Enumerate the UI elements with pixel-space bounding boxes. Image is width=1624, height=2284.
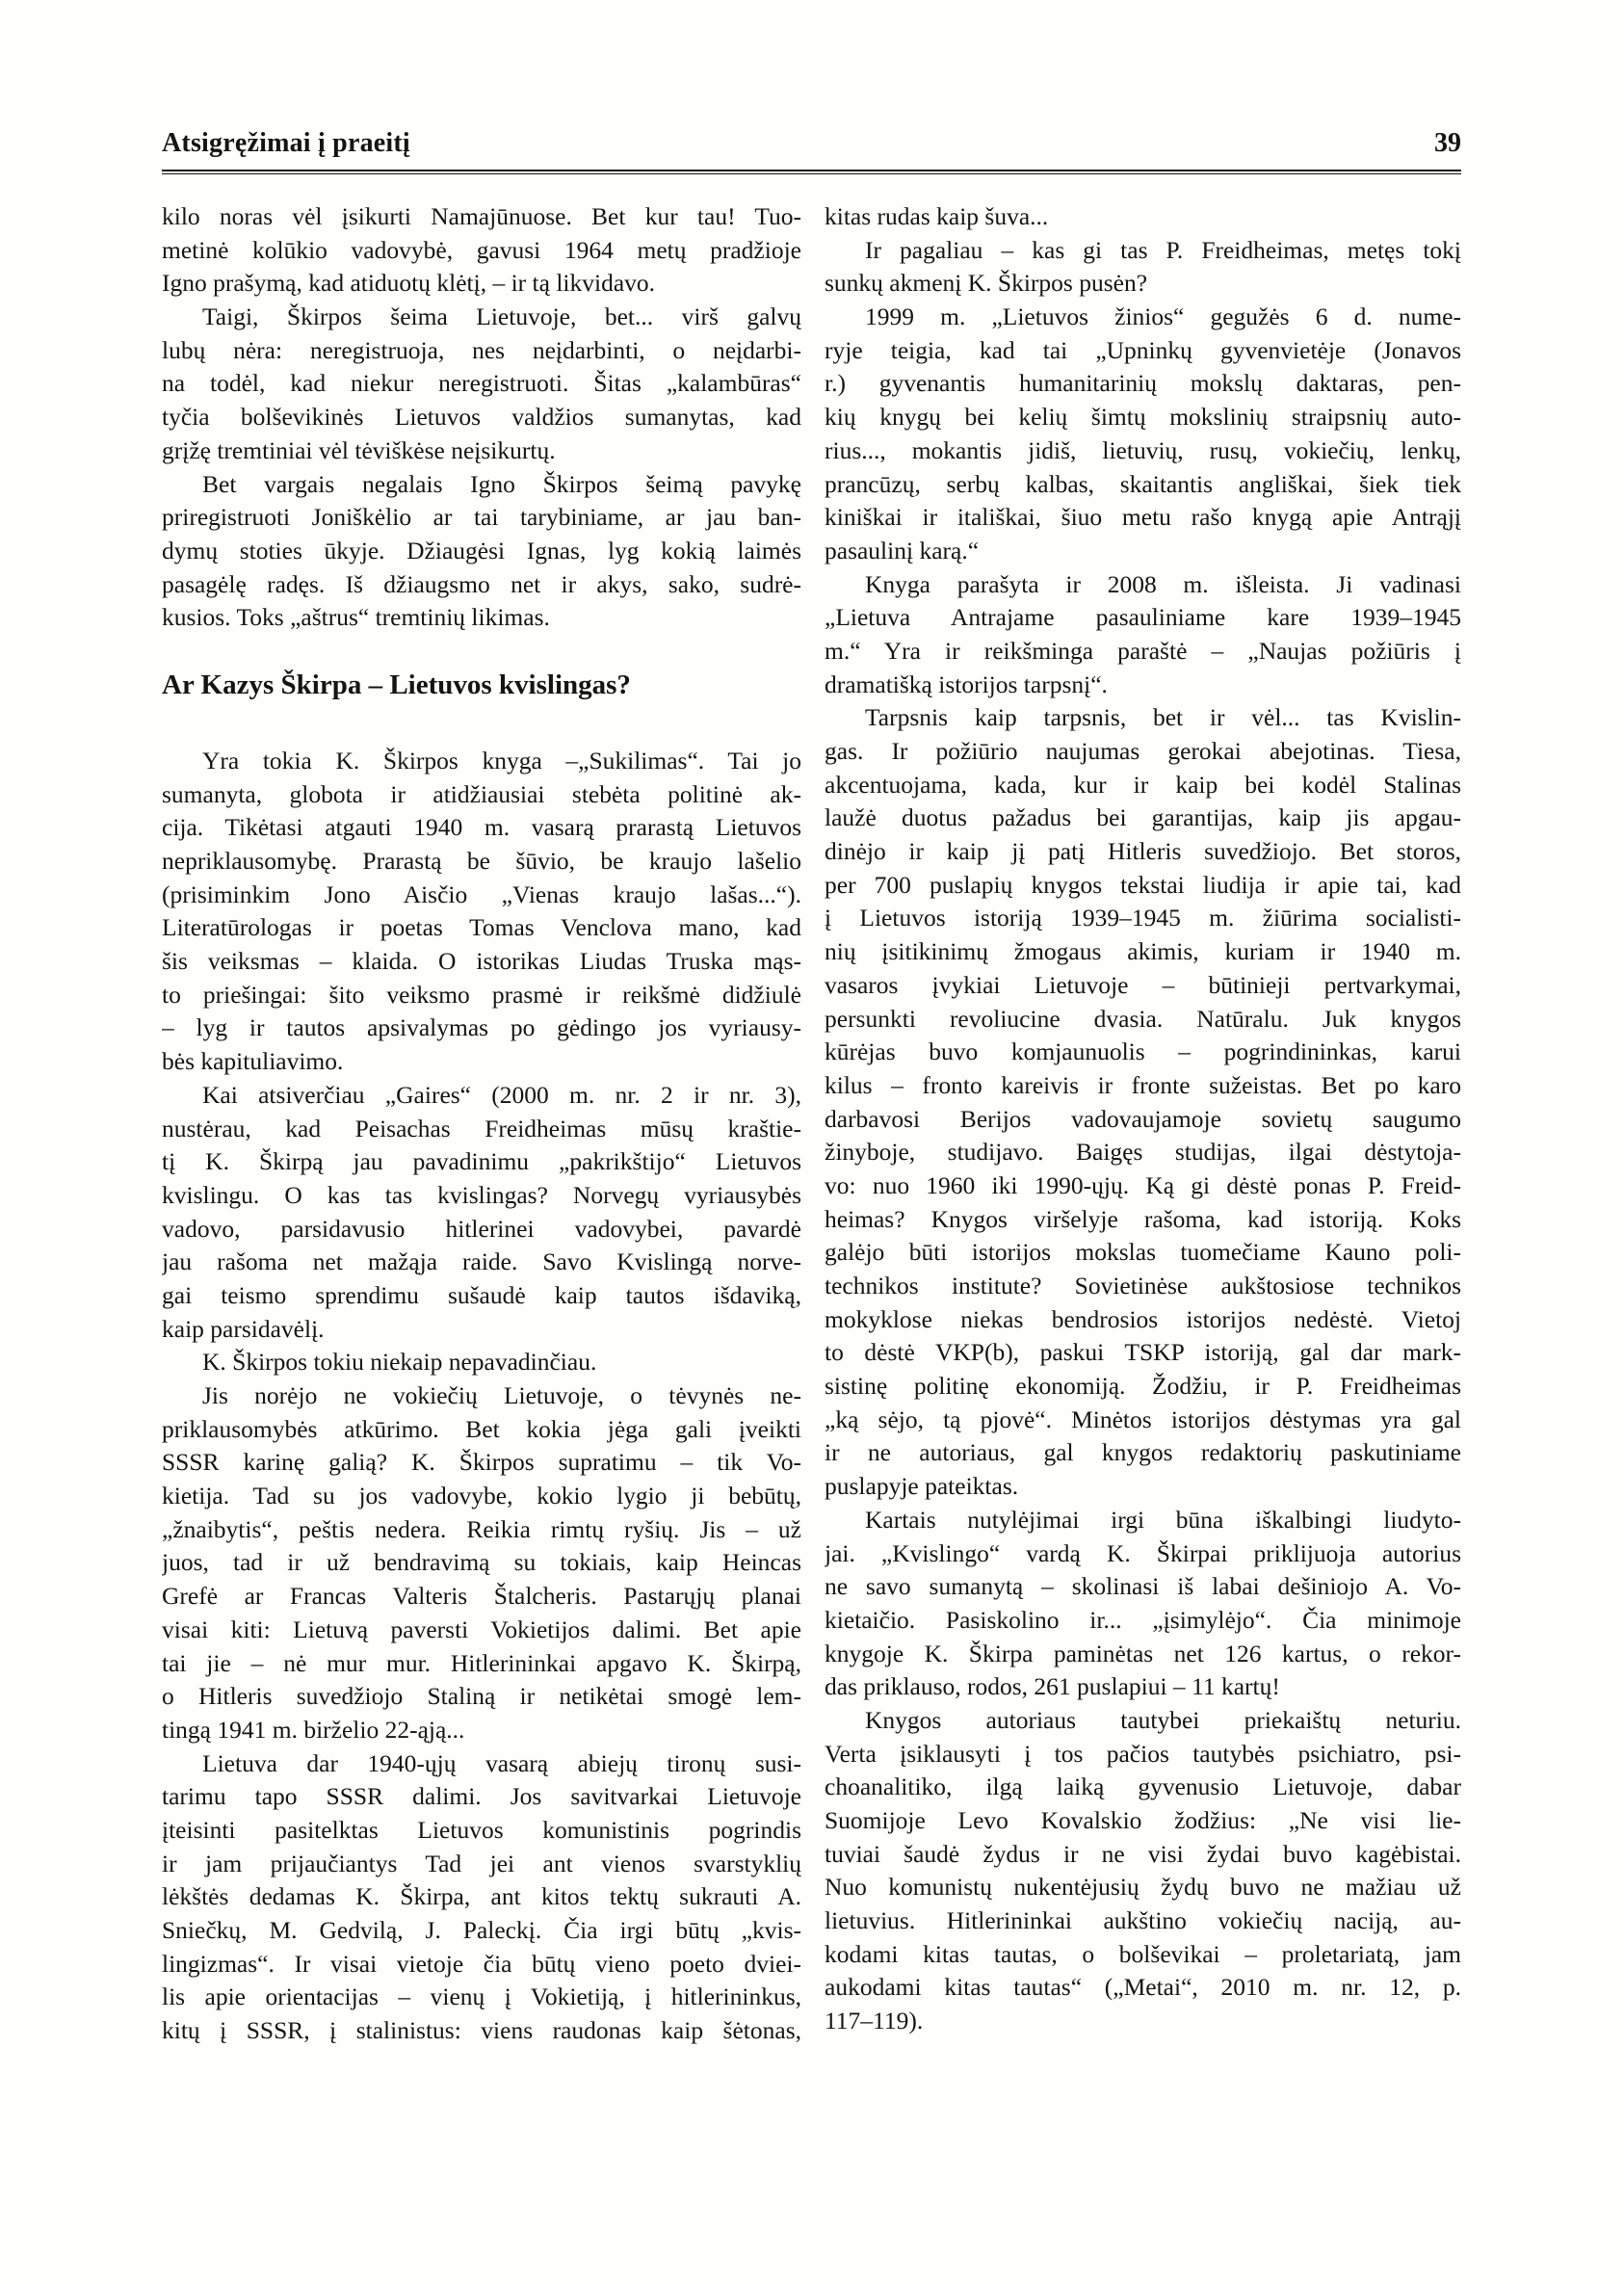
text-line: „Lietuva Antrajame pasauliniame kare 1939–1945	[825, 603, 1461, 632]
text-line: dymų stoties ūkyje. Džiaugėsi Ignas, lyg kokią laimės	[162, 536, 801, 564]
text-line: kūrėjas buvo komjaunuolis – pogrindininkas, karui	[825, 1037, 1461, 1066]
text-line: Grefė ar Francas Valteris Štalcheris. Pastarųjų planai	[162, 1582, 801, 1611]
text-line: lietuvius. Hitlerininkai aukštino vokiečių naciją, au-	[825, 1906, 1461, 1935]
text-line: priregistruoti Joniškėlio ar tai tarybiniame, ar jau ban-	[162, 503, 801, 532]
text-line: to dėstė VKP(b), paskui TSKP istoriją, gal dar mark-	[825, 1338, 1461, 1367]
header-rule	[162, 170, 1461, 174]
text-line: lis apie orientacijas – vienų į Vokietiją, į hitlerininkus,	[162, 1982, 801, 2011]
text-line: 1999 m. „Lietuvos žinios“ gegužės 6 d. nume-	[865, 302, 1461, 331]
text-line: dinėjo ir kaip jį patį Hitleris suvedžiojo. Bet storos,	[825, 837, 1461, 866]
text-line: persunkti revoliucine dvasia. Natūralu. Juk knygos	[825, 1004, 1461, 1033]
text-line: „žnaibytis“, peštis nedera. Reikia rimtų ryšių. Jis – už	[162, 1514, 801, 1543]
text-line: Sniečkų, M. Gedvilą, J. Paleckį. Čia irgi būtų „kvis-	[162, 1916, 801, 1944]
text-line: į Lietuvos istoriją 1939–1945 m. žiūrima socialisti-	[825, 904, 1461, 932]
text-line: kvislingu. O kas tas kvislingas? Norvegų vyriausybės	[162, 1180, 801, 1209]
text-line: Literatūrologas ir poetas Tomas Venclova mano, kad	[162, 913, 801, 942]
text-line: Lietuva dar 1940-ųjų vasarą abiejų tironų susi-	[202, 1748, 801, 1777]
text-line: kiniškai ir itališkai, šiuo metu rašo knygą apie Antrąjį	[825, 503, 1461, 532]
text-line: kodami kitas tautas, o bolševikai – proletariatą, jam	[825, 1939, 1461, 1968]
text-line: technikos institute? Sovietinėse aukštosiose technikos	[825, 1272, 1461, 1300]
text-line: tai jie – nė mur mur. Hitlerininkai apgavo K. Škirpą,	[162, 1648, 801, 1677]
text-line: nepriklausomybę. Prarastą be šūvio, be kraujo lašelio	[162, 847, 801, 875]
text-line: gas. Ir požiūrio naujumas gerokai abejotinas. Tiesa,	[825, 737, 1461, 765]
text-line: Knyga parašyta ir 2008 m. išleista. Ji vadinasi	[865, 569, 1461, 598]
text-line: Kai atsiverčiau „Gaires“ (2000 m. nr. 2 ir nr. 3),	[202, 1080, 801, 1109]
text-line: gai teismo sprendimu sušaudė kaip tautos išdaviką,	[162, 1280, 801, 1309]
text-line: vasaros įvykiai Lietuvoje – būtinieji pertvarkymai,	[825, 970, 1461, 999]
text-line: choanalitiko, ilgą laiką gyvenusio Lietuvoje, dabar	[825, 1772, 1461, 1801]
text-line: visai kiti: Lietuvą paversti Vokietijos dalimi. Bet apie	[162, 1615, 801, 1643]
text-line: aukodami kitas tautas“ („Metai“, 2010 m. nr. 12, p.	[825, 1973, 1461, 2002]
text-line: ir jam prijaučiantys Tad jei ant vienos svarstyklių	[162, 1849, 801, 1877]
text-line: vo: nuo 1960 iki 1990-ųjų. Ką gi dėstė ponas P. Freid-	[825, 1170, 1461, 1199]
text-line: dramatišką istorijos tarpsnį“.	[825, 669, 1108, 698]
text-line: galėjo būti istorijos mokslas tuomečiame Kauno poli-	[825, 1238, 1461, 1267]
text-line: Yra tokia K. Škirpos knyga –„Sukilimas“. Tai jo	[202, 746, 801, 774]
text-line: įteisinti pasitelktas Lietuvos komunistinis pogrindis	[162, 1815, 801, 1844]
text-line: nių įsitikinimų žmogaus akimis, kuriam ir 1940 m.	[825, 937, 1461, 966]
text-line: akcentuojama, kada, kur ir kaip bei kodėl Stalinas	[825, 770, 1461, 799]
text-line: Kartais nutylėjimai irgi būna iškalbingi liudyto-	[865, 1505, 1461, 1534]
text-line: tuviai šaudė žydus ir ne visi žydai buvo kagėbistai.	[825, 1839, 1461, 1868]
text-line: heimas? Knygos viršelyje rašoma, kad istoriją. Koks	[825, 1204, 1461, 1233]
text-line: jai. „Kvislingo“ vardą K. Škirpai priklijuoja autorius	[825, 1538, 1461, 1567]
text-line: ne savo sumanytą – skolinasi iš labai dešiniojo A. Vo-	[825, 1572, 1461, 1601]
text-line: Verta įsiklausyti į tos pačios tautybės psichiatro, psi-	[825, 1739, 1461, 1768]
text-line: sistinę politinę ekonomiją. Žodžiu, ir P. Freidheimas	[825, 1372, 1461, 1401]
text-line: kių knygų bei kelių šimtų mokslinių straipsnių auto-	[825, 403, 1461, 432]
text-line: grįžę tremtiniai vėl tėviškėse neįsikurtų.	[162, 435, 556, 464]
text-line: jau rašoma net mažąja raide. Savo Kvislingą norve-	[162, 1247, 801, 1276]
text-line: 117–119).	[825, 2007, 924, 2035]
text-line: sunkų akmenį K. Škirpos pusėn?	[825, 269, 1148, 298]
text-line: tingą 1941 m. birželio 22-ąją...	[162, 1715, 465, 1744]
page-header	[162, 128, 1461, 159]
text-line: Bet vargais negalais Igno Škirpos šeimą pavykę	[202, 469, 801, 498]
text-line: priklausomybės atkūrimo. Bet kokia jėga gali įveikti	[162, 1414, 801, 1443]
text-line: kietija. Tad su jos vadovybe, kokio lygio ji bebūtų,	[162, 1482, 801, 1510]
text-line: m.“ Yra ir reikšminga paraštė – „Naujas požiūris į	[825, 636, 1461, 665]
text-line: Nuo komunistų nukentėjusių žydų buvo ne mažiau už	[825, 1873, 1461, 1902]
text-line: Jis norėjo ne vokiečių Lietuvoje, o tėvynės ne-	[202, 1381, 801, 1409]
text-line: šis veiksmas – klaida. O istorikas Liudas Truska mąs-	[162, 947, 801, 976]
text-line: kitas rudas kaip šuva...	[825, 202, 1049, 230]
text-line: kietaičio. Pasiskolino ir... „įsimylėjo“. Čia minimoje	[825, 1605, 1461, 1634]
text-line: nustėrau, kad Peisachas Freidheimas mūsų kraštie-	[162, 1114, 801, 1142]
text-line: rius..., mokantis jidiš, lietuvių, rusų, vokiečių, lenkų,	[825, 435, 1461, 464]
text-line: puslapyje pateiktas.	[825, 1472, 1019, 1501]
text-line: pasagėlę radęs. Iš džiaugsmo net ir akys, sako, sudrė-	[162, 569, 801, 598]
text-line: to priešingai: šito veiksmo prasmė ir reikšmė didžiulė	[162, 980, 801, 1009]
section-title: Atsigręžimai į praeitį	[162, 128, 410, 158]
text-line: kilus – fronto kareivis ir fronte sužeistas. Bet po karo	[825, 1070, 1461, 1099]
text-line: tyčia bolševikinės Lietuvos valdžios sumanytas, kad	[162, 403, 801, 432]
article-heading: Ar Kazys Škirpa – Lietuvos kvislingas?	[162, 669, 631, 700]
text-line: juos, tad ir už bendravimą su tokiais, kaip Heincas	[162, 1548, 801, 1577]
text-line: sumanyta, globota ir atidžiausiai stebėta politinė ak-	[162, 779, 801, 808]
text-line: pasaulinį karą.“	[825, 536, 980, 564]
text-line: laužė duotus pažadus bei garantijas, kaip jis apgau-	[825, 803, 1461, 832]
text-line: lingizmas“. Ir visai vietoje čia būtų vieno poeto dviei-	[162, 1949, 801, 1978]
text-line: SSSR karinę galią? K. Škirpos supratimu – tik Vo-	[162, 1448, 801, 1477]
text-line: Ir pagaliau – kas gi tas P. Freidheimas, metęs tokį	[865, 235, 1461, 264]
text-line: das priklauso, rodos, 261 puslapiui – 11 kartų!	[825, 1672, 1280, 1701]
text-line: cija. Tikėtasi atgauti 1940 m. vasarą prarastą Lietuvos	[162, 813, 801, 842]
text-line: bės kapituliavimo.	[162, 1047, 344, 1076]
text-line: Tarpsnis kaip tarpsnis, bet ir vėl... tas Kvislin-	[865, 703, 1461, 732]
text-line: kitų į SSSR, į stalinistus: viens raudonas kaip šėtonas,	[162, 2016, 801, 2045]
text-line: darbavosi Berijos vadovaujamoje sovietų saugumo	[825, 1104, 1461, 1133]
text-line: metinė kolūkio vadovybė, gavusi 1964 metų pradžioje	[162, 235, 801, 264]
text-line: žinyboje, studijavo. Baigęs studijas, ilgai dėstytoja-	[825, 1138, 1461, 1167]
page-number: 39	[1434, 128, 1461, 158]
text-line: per 700 puslapių knygos tekstai liudija ir apie tai, kad	[825, 870, 1461, 899]
text-line: Taigi, Škirpos šeima Lietuvoje, bet... virš galvų	[202, 302, 801, 331]
text-line: kaip parsidavėlį.	[162, 1314, 325, 1343]
text-line: mokyklose niekas bendrosios istorijos nedėstė. Vietoj	[825, 1304, 1461, 1333]
text-line: lėkštės dedamas K. Škirpa, ant kitos tektų sukrauti A.	[162, 1882, 801, 1911]
text-column-left	[162, 200, 801, 2048]
text-column-right	[825, 200, 1461, 2038]
text-line: o Hitleris suvedžiojo Staliną ir netikėtai smogė lem-	[162, 1682, 801, 1711]
text-line: Suomijoje Levo Kovalskio žodžius: „Ne visi lie-	[825, 1806, 1461, 1834]
text-line: ryje teigia, kad tai „Upninkų gyvenvietėje (Jonavos	[825, 335, 1461, 364]
text-line: Igno prašymą, kad atiduotų klėtį, – ir tą likvidavo.	[162, 269, 656, 298]
text-line: K. Škirpos tokiu niekaip nepavadinčiau.	[202, 1348, 597, 1377]
text-line: kusios. Toks „aštrus“ tremtinių likimas.	[162, 603, 550, 632]
text-line: vadovo, parsidavusio hitlerinei vadovybei, pavardė	[162, 1214, 801, 1243]
text-line: tį K. Škirpą jau pavadinimu „pakrikštijo“ Lietuvos	[162, 1147, 801, 1176]
text-line: kilo noras vėl įsikurti Namajūnuose. Bet kur tau! Tuo-	[162, 202, 801, 230]
text-line: r.) gyvenantis humanitarinių mokslų daktaras, pen-	[825, 369, 1461, 398]
text-line: prancūzų, serbų kalbas, skaitantis angliškai, šiek tiek	[825, 469, 1461, 498]
text-line: ir ne autoriaus, gal knygos redaktorių paskutiniame	[825, 1438, 1461, 1467]
text-line: tarimu tapo SSSR dalimi. Jos savitvarkai Lietuvoje	[162, 1782, 801, 1811]
text-line: Knygos autoriaus tautybei priekaištų neturiu.	[865, 1705, 1461, 1734]
text-line: – lyg ir tautos apsivalymas po gėdingo jos vyriausy-	[162, 1013, 801, 1042]
text-line: knygoje K. Škirpa paminėtas net 126 kartus, o rekor-	[825, 1639, 1461, 1667]
text-line: na todėl, kad niekur neregistruoti. Šitas „kalambūras“	[162, 369, 801, 398]
text-line: (prisiminkim Jono Aisčio „Vienas kraujo lašas...“).	[162, 879, 801, 908]
text-line: „ką sėjo, tą pjovė“. Minėtos istorijos dėstymas yra gal	[825, 1405, 1461, 1433]
text-line: lubų nėra: neregistruoja, nes neįdarbinti, o neįdarbi-	[162, 335, 801, 364]
